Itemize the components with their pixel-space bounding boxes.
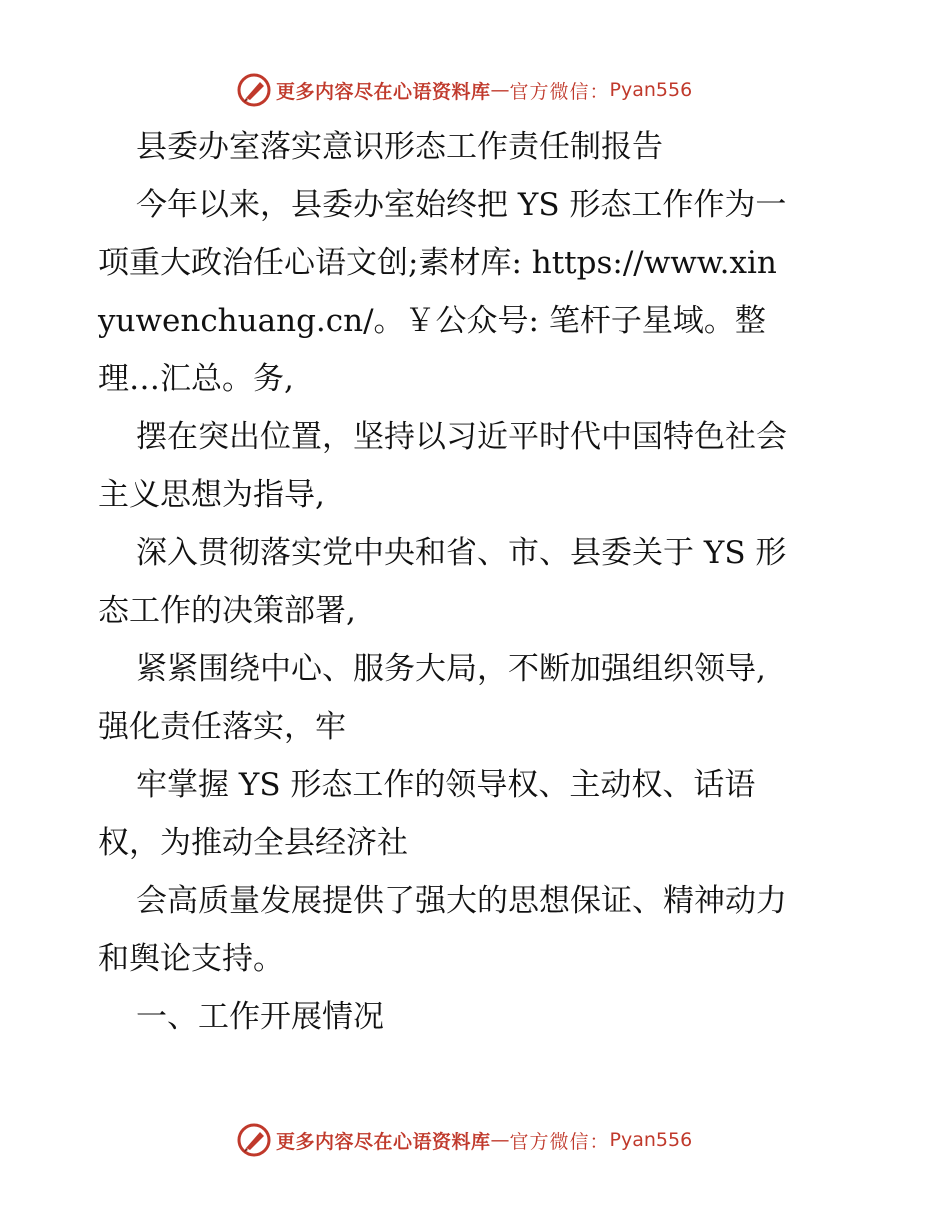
text-line: 项重大政治任心语文创;素材库: https://www.xin (98, 245, 777, 281)
text-line: 深入贯彻落实党中央和省、市、县委关于 YS 形 (136, 535, 787, 571)
banner-wechat-id: Pyan556 (609, 1129, 693, 1151)
text-line: 权，为推动全县经济社 (98, 825, 408, 861)
banner-main-text: 更多内容尽在心语资料库 (276, 1130, 491, 1153)
text-line: 摆在突出位置，坚持以习近平时代中国特色社会 (136, 419, 787, 455)
text-line: 和舆论支持。 (98, 941, 284, 977)
pen-logo-icon (236, 72, 272, 108)
banner-dash: — (490, 1129, 510, 1151)
pen-logo-icon (236, 1122, 272, 1158)
text-line: 今年以来，县委办室始终把 YS 形态工作作为一 (136, 187, 787, 223)
banner-wechat-label: 官方微信： (509, 80, 610, 103)
banner-main-text: 更多内容尽在心语资料库 (276, 80, 491, 103)
text-line: 主义思想为指导, (98, 477, 325, 513)
banner-wechat-label: 官方微信： (509, 1130, 610, 1153)
text-line: yuwenchuang.cn/。￥公众号: 笔杆子星域。整 (98, 303, 766, 339)
banner-dash: — (490, 79, 510, 101)
text-line: 态工作的决策部署, (98, 593, 356, 629)
text-line: 紧紧围绕中心、服务大局，不断加强组织领导, (136, 651, 766, 687)
text-line: 会高质量发展提供了强大的思想保证、精神动力 (136, 883, 787, 919)
section-heading: 一、工作开展情况 (136, 999, 384, 1035)
footer-banner (236, 1122, 692, 1158)
document-body (98, 118, 868, 1046)
banner-wechat-id: Pyan556 (609, 79, 693, 101)
header-banner (236, 72, 692, 108)
document-title: 县委办室落实意识形态工作责任制报告 (136, 129, 663, 165)
text-line: 牢掌握 YS 形态工作的领导权、主动权、话语 (136, 767, 756, 803)
text-line: 理…汇总。务, (98, 361, 294, 397)
text-line: 强化责任落实，牢 (98, 709, 346, 745)
